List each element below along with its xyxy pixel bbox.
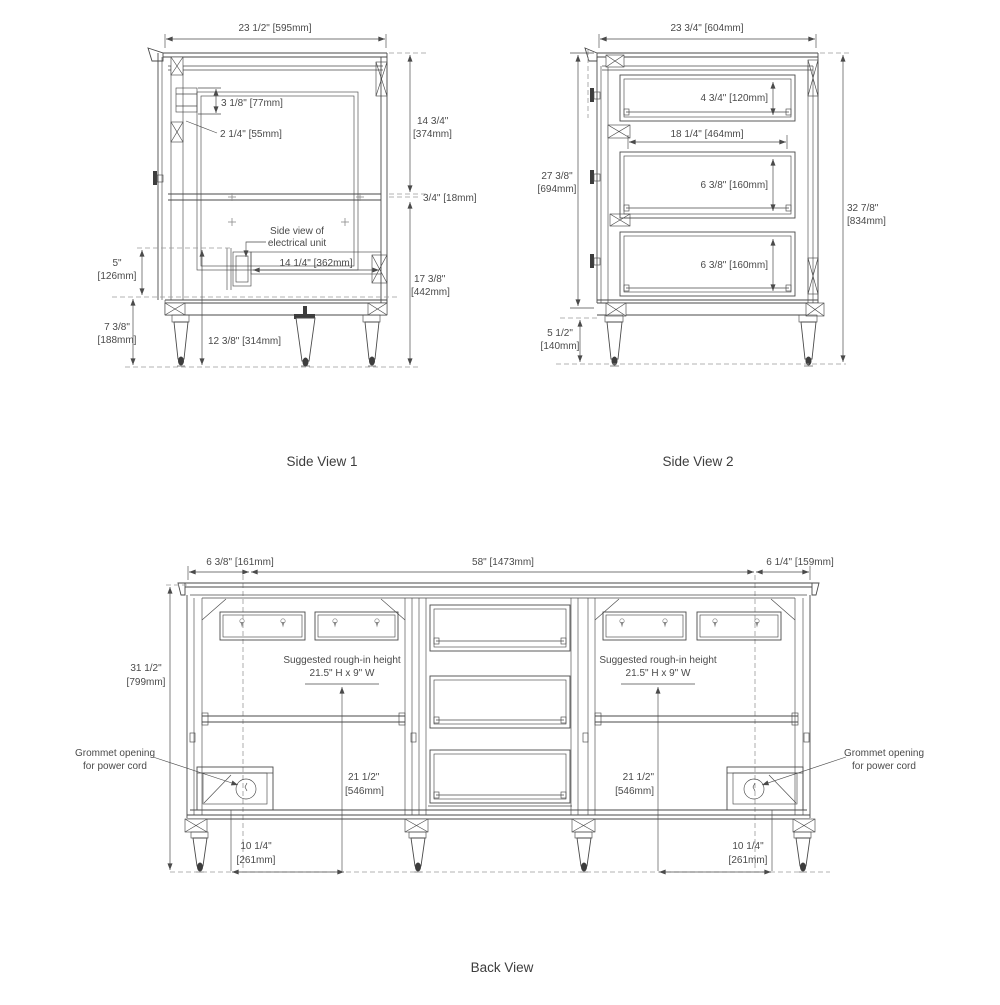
sv2-leg-height-in: 5 1/2" xyxy=(547,328,573,339)
sv1-electrical-length-dim: 14 1/4" [362mm] xyxy=(279,258,353,269)
bv-leg-center-right xyxy=(575,832,592,872)
bv-overall-height-in: 31 1/2" xyxy=(130,663,162,674)
sv1-overall-width-dim: 23 1/2" [595mm] xyxy=(238,23,312,34)
bv-rough-in-height-right-in: 21 1/2" xyxy=(622,772,654,783)
bv-frame xyxy=(187,595,810,818)
bv-rough-in-note-left-2: 21.5" H x 9" W xyxy=(309,668,375,679)
sv2-leg-right xyxy=(799,315,817,366)
bv-grommet-note-left-1: Grommet opening xyxy=(74,748,156,759)
sv2-drawer-knob-1 xyxy=(590,88,600,102)
sv1-base-in: 7 3/8" xyxy=(104,322,130,333)
sv1-leg-left xyxy=(172,315,189,366)
bv-overall-height-mm: [799mm] xyxy=(126,677,166,688)
bv-drawer-back-3 xyxy=(430,750,570,803)
bv-rough-in-height-left-mm: [546mm] xyxy=(345,786,384,797)
bv-right-offset-dim: 6 1/4" [159mm] xyxy=(766,557,834,568)
side-view-1-label: Side View 1 xyxy=(286,454,358,469)
sv2-drawer-knob-2 xyxy=(590,170,600,184)
sv1-hinge-top-icon xyxy=(171,57,183,75)
sv1-shelf-thickness-dim: 3/4" [18mm] xyxy=(423,193,477,204)
sv1-right-stile xyxy=(372,53,387,303)
bv-grommet-box-left xyxy=(197,767,273,810)
sv1-base-mm: [188mm] xyxy=(97,335,137,346)
sv1-leg-center xyxy=(294,306,315,367)
sv2-overall-height-in: 32 7/8" xyxy=(847,203,879,214)
sv2-overall-height-mm: [834mm] xyxy=(847,216,886,227)
bv-drawer-back-1 xyxy=(430,605,570,651)
bv-corner-braces xyxy=(202,599,795,620)
sv1-hinge-mid-icon xyxy=(171,122,183,142)
bv-rough-in-note-left-1: Suggested rough-in height xyxy=(283,655,401,666)
bv-leg-center-left xyxy=(409,832,426,872)
sv1-clearance-mm: [126mm] xyxy=(97,271,137,282)
bv-rough-in-height-left-in: 21 1/2" xyxy=(348,772,380,783)
bv-leg-left xyxy=(191,832,208,872)
bv-grommet-offset-right-in: 10 1/4" xyxy=(732,841,764,852)
sv1-lower-height-mm: [442mm] xyxy=(411,287,450,298)
sv1-door-edge xyxy=(153,53,197,300)
sv1-hinge-plate xyxy=(176,88,197,112)
bv-keyhole-plates xyxy=(220,612,781,640)
sv2-top-drawer-dim: 4 3/4" [120mm] xyxy=(700,93,768,104)
sv1-base-frame xyxy=(165,300,387,315)
bv-left-offset-dim: 6 3/8" [161mm] xyxy=(206,557,274,568)
bv-rough-in-note-right-1: Suggested rough-in height xyxy=(599,655,717,666)
sv1-base-total-dim: 12 3/8" [314mm] xyxy=(208,336,282,347)
sv1-clearance-in: 5" xyxy=(112,258,122,269)
sv1-counter-top xyxy=(148,48,387,70)
sv1-electrical-note-2: electrical unit xyxy=(267,238,327,249)
sv2-base-frame xyxy=(597,300,824,316)
bv-grommet-offset-right-mm: [261mm] xyxy=(728,855,768,866)
sv2-cabinet-height-mm: [694mm] xyxy=(537,184,577,195)
bv-top-rail xyxy=(178,583,819,598)
sv2-overall-width-dim: 23 3/4" [604mm] xyxy=(670,23,744,34)
sv1-hinge-top-dim: 3 1/8" [77mm] xyxy=(221,98,283,109)
bv-grommet-offset-left-mm: [261mm] xyxy=(236,855,276,866)
sv2-drawer-knob-3 xyxy=(590,254,600,268)
side-view-1-drawing xyxy=(98,23,477,469)
sv2-drawer-width-dim: 18 1/4" [464mm] xyxy=(670,129,744,140)
back-view-drawing xyxy=(75,557,924,975)
sv2-leg-height-mm: [140mm] xyxy=(540,341,580,352)
sv1-shelf xyxy=(168,193,381,226)
sv1-upper-height-mm: [374mm] xyxy=(413,129,452,140)
sv2-right-stile xyxy=(808,53,818,303)
sv1-lower-height-in: 17 3/8" xyxy=(414,274,446,285)
sv2-leg-left xyxy=(605,315,623,366)
bv-leg-right xyxy=(794,832,811,872)
bv-grommet-note-right-2: for power cord xyxy=(852,761,916,772)
sv1-screw-marks xyxy=(228,193,364,226)
side-view-2-label: Side View 2 xyxy=(662,454,734,469)
sv1-upper-height-in: 14 3/4" xyxy=(417,116,449,127)
bv-base-frame xyxy=(185,810,815,832)
bv-grommet-note-right-1: Grommet opening xyxy=(843,748,925,759)
back-view-label: Back View xyxy=(470,960,534,975)
sv1-leg-right xyxy=(363,315,380,366)
sv1-hinge-side-dim: 2 1/4" [55mm] xyxy=(220,129,282,140)
bv-rough-in-note-right-2: 21.5" H x 9" W xyxy=(625,668,691,679)
sv2-cabinet-height-in: 27 3/8" xyxy=(541,171,573,182)
bv-support-rails xyxy=(190,713,809,742)
bv-grommet-note-left-2: for power cord xyxy=(83,761,147,772)
bv-rough-in-height-right-mm: [546mm] xyxy=(615,786,654,797)
sv2-bottom-drawer-dim: 6 3/8" [160mm] xyxy=(700,260,768,271)
bv-grommet-box-right xyxy=(727,767,803,810)
side-view-2-drawing xyxy=(538,23,887,469)
bv-drawer-back-2 xyxy=(430,676,570,728)
sv2-mid-drawer-dim: 6 3/8" [160mm] xyxy=(700,180,768,191)
sv1-electrical-note-1: Side view of xyxy=(270,226,324,237)
bv-grommet-offset-left-in: 10 1/4" xyxy=(240,841,272,852)
bv-overall-width-dim: 58" [1473mm] xyxy=(472,557,534,568)
